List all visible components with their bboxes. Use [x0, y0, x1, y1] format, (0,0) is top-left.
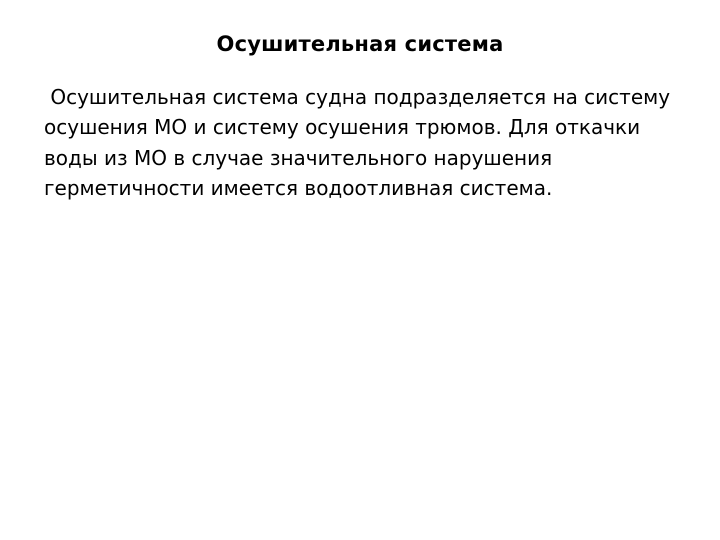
page-title: Осушительная система	[216, 32, 504, 56]
body-paragraph: Осушительная система судна подразделяется на систему осушения МО и систему осушения трюмов. Для откачки воды из МО в случае значительного нарушения герметичности имеется водоотливная система.	[44, 85, 677, 201]
